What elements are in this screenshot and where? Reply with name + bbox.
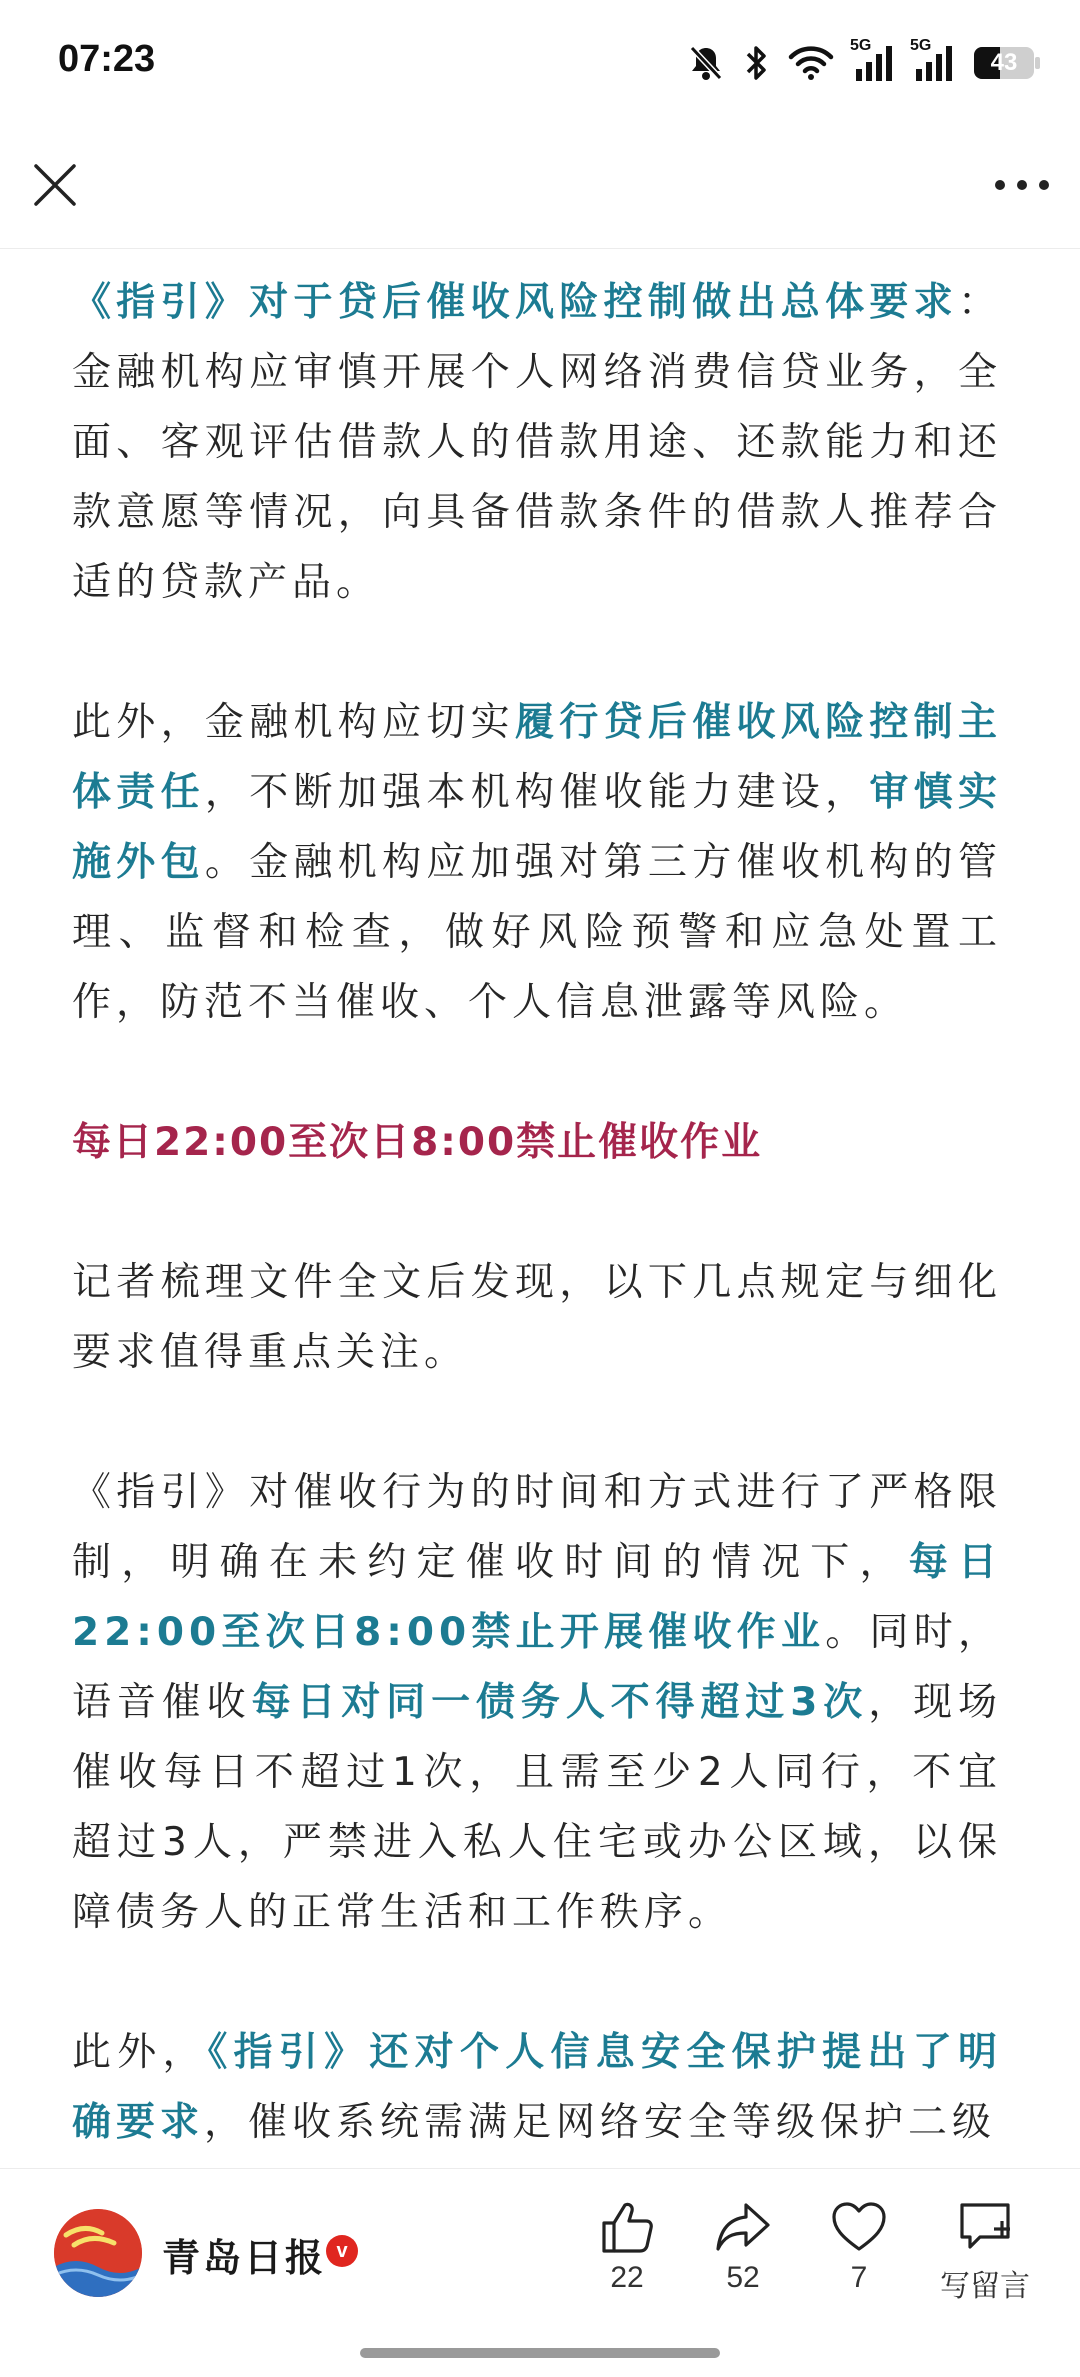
- battery-icon: [974, 47, 1040, 79]
- nav-bar: [0, 130, 1080, 249]
- mute-bell-icon: [688, 44, 724, 82]
- status-icons: [688, 37, 1040, 86]
- source-avatar[interactable]: [54, 2209, 142, 2297]
- paragraph-text: ，催收系统需满足网络安全等级保护二级: [204, 2100, 997, 2145]
- heart-icon: [830, 2199, 888, 2255]
- favorite-button[interactable]: [804, 2199, 914, 2295]
- verified-badge: v: [326, 2235, 358, 2267]
- source-name[interactable]: 青岛日报: [162, 2236, 327, 2280]
- more-dots-icon[interactable]: [992, 170, 1052, 200]
- paragraph-3: [72, 1248, 1002, 1388]
- paragraph-5: [72, 2018, 1002, 2158]
- share-count: 52: [726, 2261, 760, 2294]
- paragraph-text: 。金融机构应加强对第三方催收机构的管理、监督和检查，做好风险预警和应急处置工作，防范不当催收、个人信息泄露等风险。: [72, 840, 1002, 1025]
- paragraph-text: 此外，金融机构应切实: [72, 700, 515, 745]
- thumbs-up-icon: [598, 2199, 656, 2255]
- paragraph-text: ，现场催收每日不超过1次，且需至少2人同行，不宜超过3人，严禁进入私人住宅或办公区域，以保障债务人的正常生活和工作秩序。: [72, 1680, 1002, 1935]
- wifi-icon: [788, 45, 834, 81]
- battery-level: 43: [990, 49, 1018, 76]
- bluetooth-icon: [744, 44, 768, 82]
- home-indicator[interactable]: [360, 2348, 720, 2358]
- comment-add-icon: [956, 2199, 1014, 2255]
- section-heading: 每日22:00至次日8:00禁止催收作业: [72, 1120, 763, 1165]
- network-type-label: 5G: [850, 37, 872, 54]
- share-button[interactable]: [688, 2199, 798, 2295]
- network-type-label: 5G: [910, 37, 932, 54]
- favorite-count: 7: [850, 2261, 868, 2294]
- like-button[interactable]: [572, 2199, 682, 2295]
- paragraph-text: 《指引》对催收行为的时间和方式进行了严格限制，明确在未约定催收时间的情况下，: [72, 1470, 1002, 1585]
- highlight-text: 每日22:00至次日8:00禁止开展催收作业: [72, 1540, 1002, 1655]
- highlight-text: 《指引》还对个人信息安全保护提出了明确要求: [72, 2030, 1002, 2145]
- comment-button[interactable]: [920, 2199, 1050, 2305]
- signal-5g-icon: [910, 37, 954, 81]
- paragraph-1: [72, 268, 1002, 618]
- like-count: 22: [610, 2261, 644, 2294]
- paragraph-text: ：金融机构应审慎开展个人网络消费信贷业务，全面、客观评估借款人的借款用途、还款能力和还款意愿等情况，向具备借款条件的借款人推荐合适的贷款产品。: [72, 280, 1002, 605]
- bottom-action-bar: [0, 2168, 1080, 2377]
- comment-label: 写留言: [940, 2270, 1030, 2303]
- highlight-text: 《指引》对于贷后催收风险控制做出总体要求: [72, 280, 958, 325]
- signal-5g-icon: [850, 37, 894, 81]
- paragraph-text: ，不断加强本机构催收能力建设，: [204, 770, 870, 815]
- status-bar: [0, 0, 1080, 120]
- article-body: [72, 268, 1002, 2228]
- paragraph-text: 此外，: [72, 2030, 208, 2075]
- highlight-text: 审慎实施外包: [72, 770, 1002, 885]
- share-arrow-icon: [714, 2199, 772, 2255]
- highlight-text: 每日对同一债务人不得超过3次: [251, 1680, 869, 1725]
- paragraph-text: 记者梳理文件全文后发现，以下几点规定与细化要求值得重点关注。: [72, 1260, 1002, 1375]
- paragraph-4: [72, 1458, 1002, 1948]
- paragraph-2: [72, 688, 1002, 1038]
- highlight-text: 履行贷后催收风险控制主体责任: [72, 700, 1002, 815]
- status-time: 07:23: [58, 38, 156, 80]
- paragraph-text: 。同时，语音催收: [72, 1610, 1002, 1725]
- close-icon[interactable]: [30, 160, 80, 210]
